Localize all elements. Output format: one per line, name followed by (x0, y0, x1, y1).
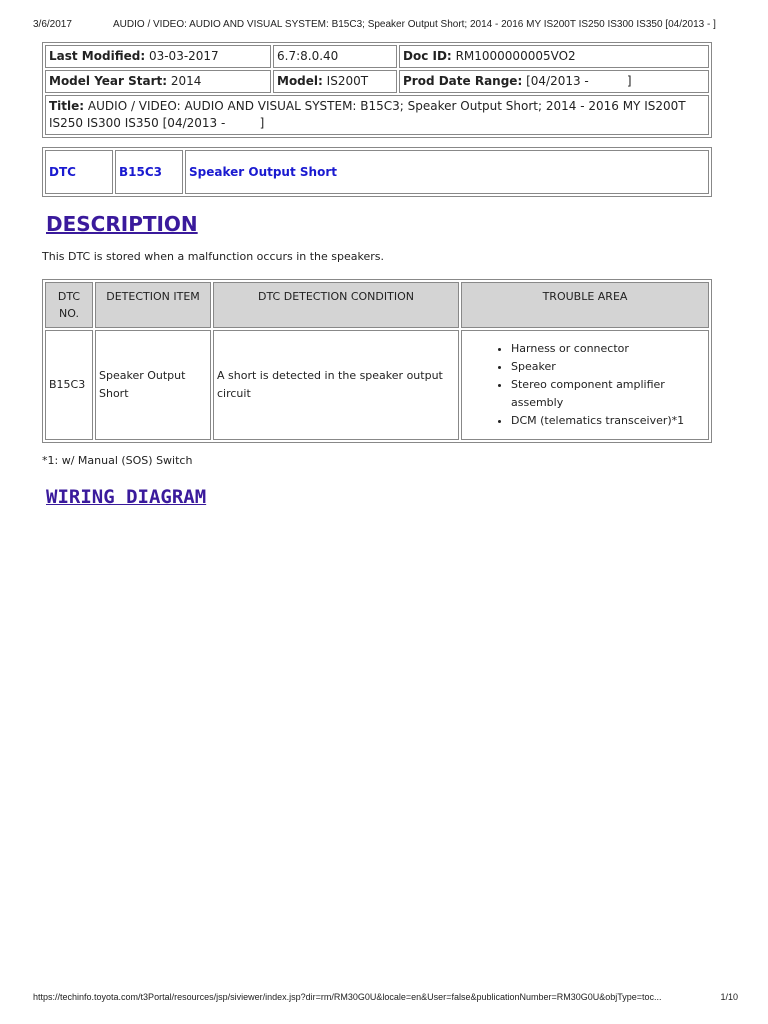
header-detection-condition: DTC DETECTION CONDITION (213, 282, 459, 328)
detection-condition-table (42, 279, 712, 443)
footnote: *1: w/ Manual (SOS) Switch (42, 454, 193, 467)
version-cell (273, 45, 397, 68)
dtc-bar (42, 147, 712, 197)
list-item: • Stereo component amplifier assembly (511, 376, 705, 412)
print-header (33, 19, 748, 30)
cell-trouble-area (461, 330, 709, 440)
model-label: Model: (277, 74, 323, 88)
print-url: https://techinfo.toyota.com/t3Portal/resources/jsp/siviewer/index.jsp?dir=rm/RM30G0U&locale=en&User=false&publicationNumber=RM30G0U&objType=toc... (33, 992, 662, 1002)
header-detection-item: DETECTION ITEM (95, 282, 211, 328)
model-cell (273, 70, 397, 93)
print-date: 3/6/2017 (33, 19, 72, 30)
wiring-diagram-heading[interactable]: WIRING DIAGRAM (46, 486, 207, 508)
cell-detection-condition: A short is detected in the speaker output circuit (213, 330, 459, 440)
dtc-code: B15C3 (115, 150, 183, 194)
doc-id-value: RM1000000005VO2 (455, 49, 576, 63)
page-number: 1/10 (720, 992, 738, 1002)
description-text: This DTC is stored when a malfunction occurs in the speakers. (42, 250, 385, 263)
list-item: • Harness or connector (511, 340, 705, 358)
prod-date-cell (399, 70, 709, 93)
print-footer (33, 992, 738, 1002)
dtc-label: DTC (45, 150, 113, 194)
model-year-cell (45, 70, 271, 93)
model-year-label: Model Year Start: (49, 74, 168, 88)
trouble-area-list (465, 340, 705, 430)
print-title: AUDIO / VIDEO: AUDIO AND VISUAL SYSTEM: B15C3; Speaker Output Short; 2014 - 2016 MY IS200T IS250 IS300 IS350 [04/2013 - ] (113, 19, 716, 30)
cell-dtc-no: B15C3 (45, 330, 93, 440)
list-item: • Speaker (511, 358, 705, 376)
version-value: 6.7:8.0.40 (277, 49, 339, 63)
model-value: IS200T (326, 74, 369, 88)
table-row (45, 330, 709, 440)
prod-date-label: Prod Date Range: (403, 74, 523, 88)
prod-date-value: [04/2013 - ] (526, 74, 632, 88)
title-label: Title: (49, 99, 85, 113)
document-meta-table (42, 42, 712, 138)
cell-detection-item: Speaker Output Short (95, 330, 211, 440)
doc-id-label: Doc ID: (403, 49, 452, 63)
doc-id-cell (399, 45, 709, 68)
last-modified-label: Last Modified: (49, 49, 146, 63)
title-value: AUDIO / VIDEO: AUDIO AND VISUAL SYSTEM: B15C3; Speaker Output Short; 2014 - 2016 MY IS200T IS250 IS300 IS350 [04/2013 - ] (49, 99, 690, 130)
header-dtc-no: DTC NO. (45, 282, 93, 328)
header-trouble-area: TROUBLE AREA (461, 282, 709, 328)
title-cell (45, 95, 709, 135)
dtc-name: Speaker Output Short (185, 150, 709, 194)
model-year-value: 2014 (170, 74, 202, 88)
description-heading[interactable]: DESCRIPTION (46, 212, 198, 236)
list-item: • DCM (telematics transceiver)*1 (511, 412, 705, 430)
last-modified-value: 03-03-2017 (148, 49, 219, 63)
last-modified-cell (45, 45, 271, 68)
